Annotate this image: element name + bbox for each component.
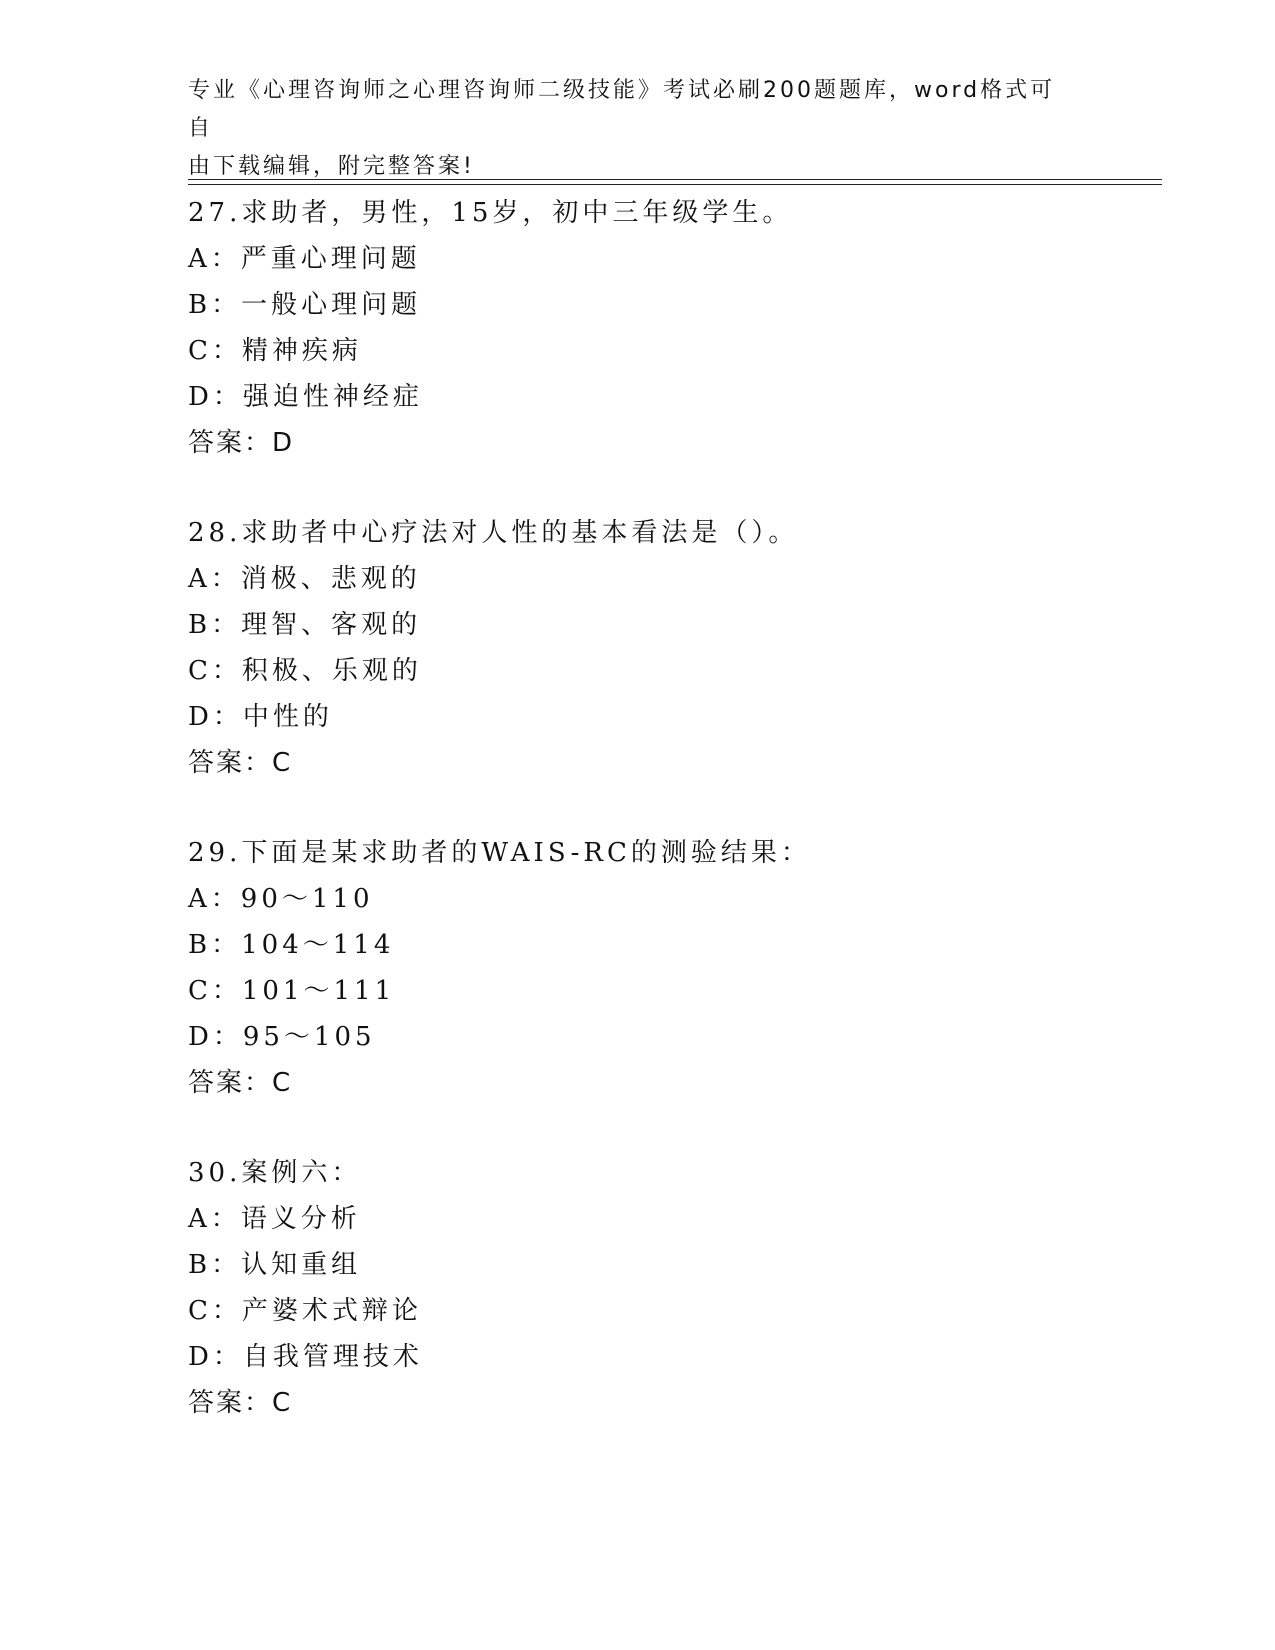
header-divider-bottom xyxy=(188,184,1162,185)
option-d: D：自我管理技术 xyxy=(188,1342,423,1372)
document-header xyxy=(188,72,1078,186)
option-c: C：精神疾病 xyxy=(188,336,362,366)
option-d: D：强迫性神经症 xyxy=(188,382,423,412)
header-line-1: 专业《心理咨询师之心理咨询师二级技能》考试必刷200题题库，word格式可自 xyxy=(188,78,1056,141)
question-28 xyxy=(188,510,1148,786)
answer-line: 答案：D xyxy=(188,428,295,458)
answer-line: 答案：C xyxy=(188,1068,293,1098)
option-a: A：90～110 xyxy=(188,884,374,914)
question-stem: 30.案例六： xyxy=(188,1158,362,1188)
header-line-2: 由下载编辑，附完整答案! xyxy=(188,154,475,179)
option-a: A：语义分析 xyxy=(188,1204,361,1234)
question-stem: 29.下面是某求助者的WAIS-RC的测验结果： xyxy=(188,838,811,868)
question-list xyxy=(188,190,1148,1470)
question-stem: 28.求助者中心疗法对人性的基本看法是（）。 xyxy=(188,518,799,548)
question-29 xyxy=(188,830,1148,1106)
question-27 xyxy=(188,190,1148,466)
option-b: B：认知重组 xyxy=(188,1250,362,1280)
option-c: C：101～111 xyxy=(188,976,396,1006)
option-b: B：104～114 xyxy=(188,930,395,960)
option-b: B：理智、客观的 xyxy=(188,610,422,640)
answer-line: 答案：C xyxy=(188,748,293,778)
option-a: A：严重心理问题 xyxy=(188,244,421,274)
option-c: C：积极、乐观的 xyxy=(188,656,422,686)
option-c: C：产婆术式辩论 xyxy=(188,1296,422,1326)
option-b: B：一般心理问题 xyxy=(188,290,422,320)
question-30 xyxy=(188,1150,1148,1426)
option-d: D：中性的 xyxy=(188,702,333,732)
header-divider-top xyxy=(188,179,1162,180)
answer-line: 答案：C xyxy=(188,1388,293,1418)
option-a: A：消极、悲观的 xyxy=(188,564,421,594)
option-d: D：95～105 xyxy=(188,1022,376,1052)
question-stem: 27.求助者，男性，15岁，初中三年级学生。 xyxy=(188,198,793,228)
